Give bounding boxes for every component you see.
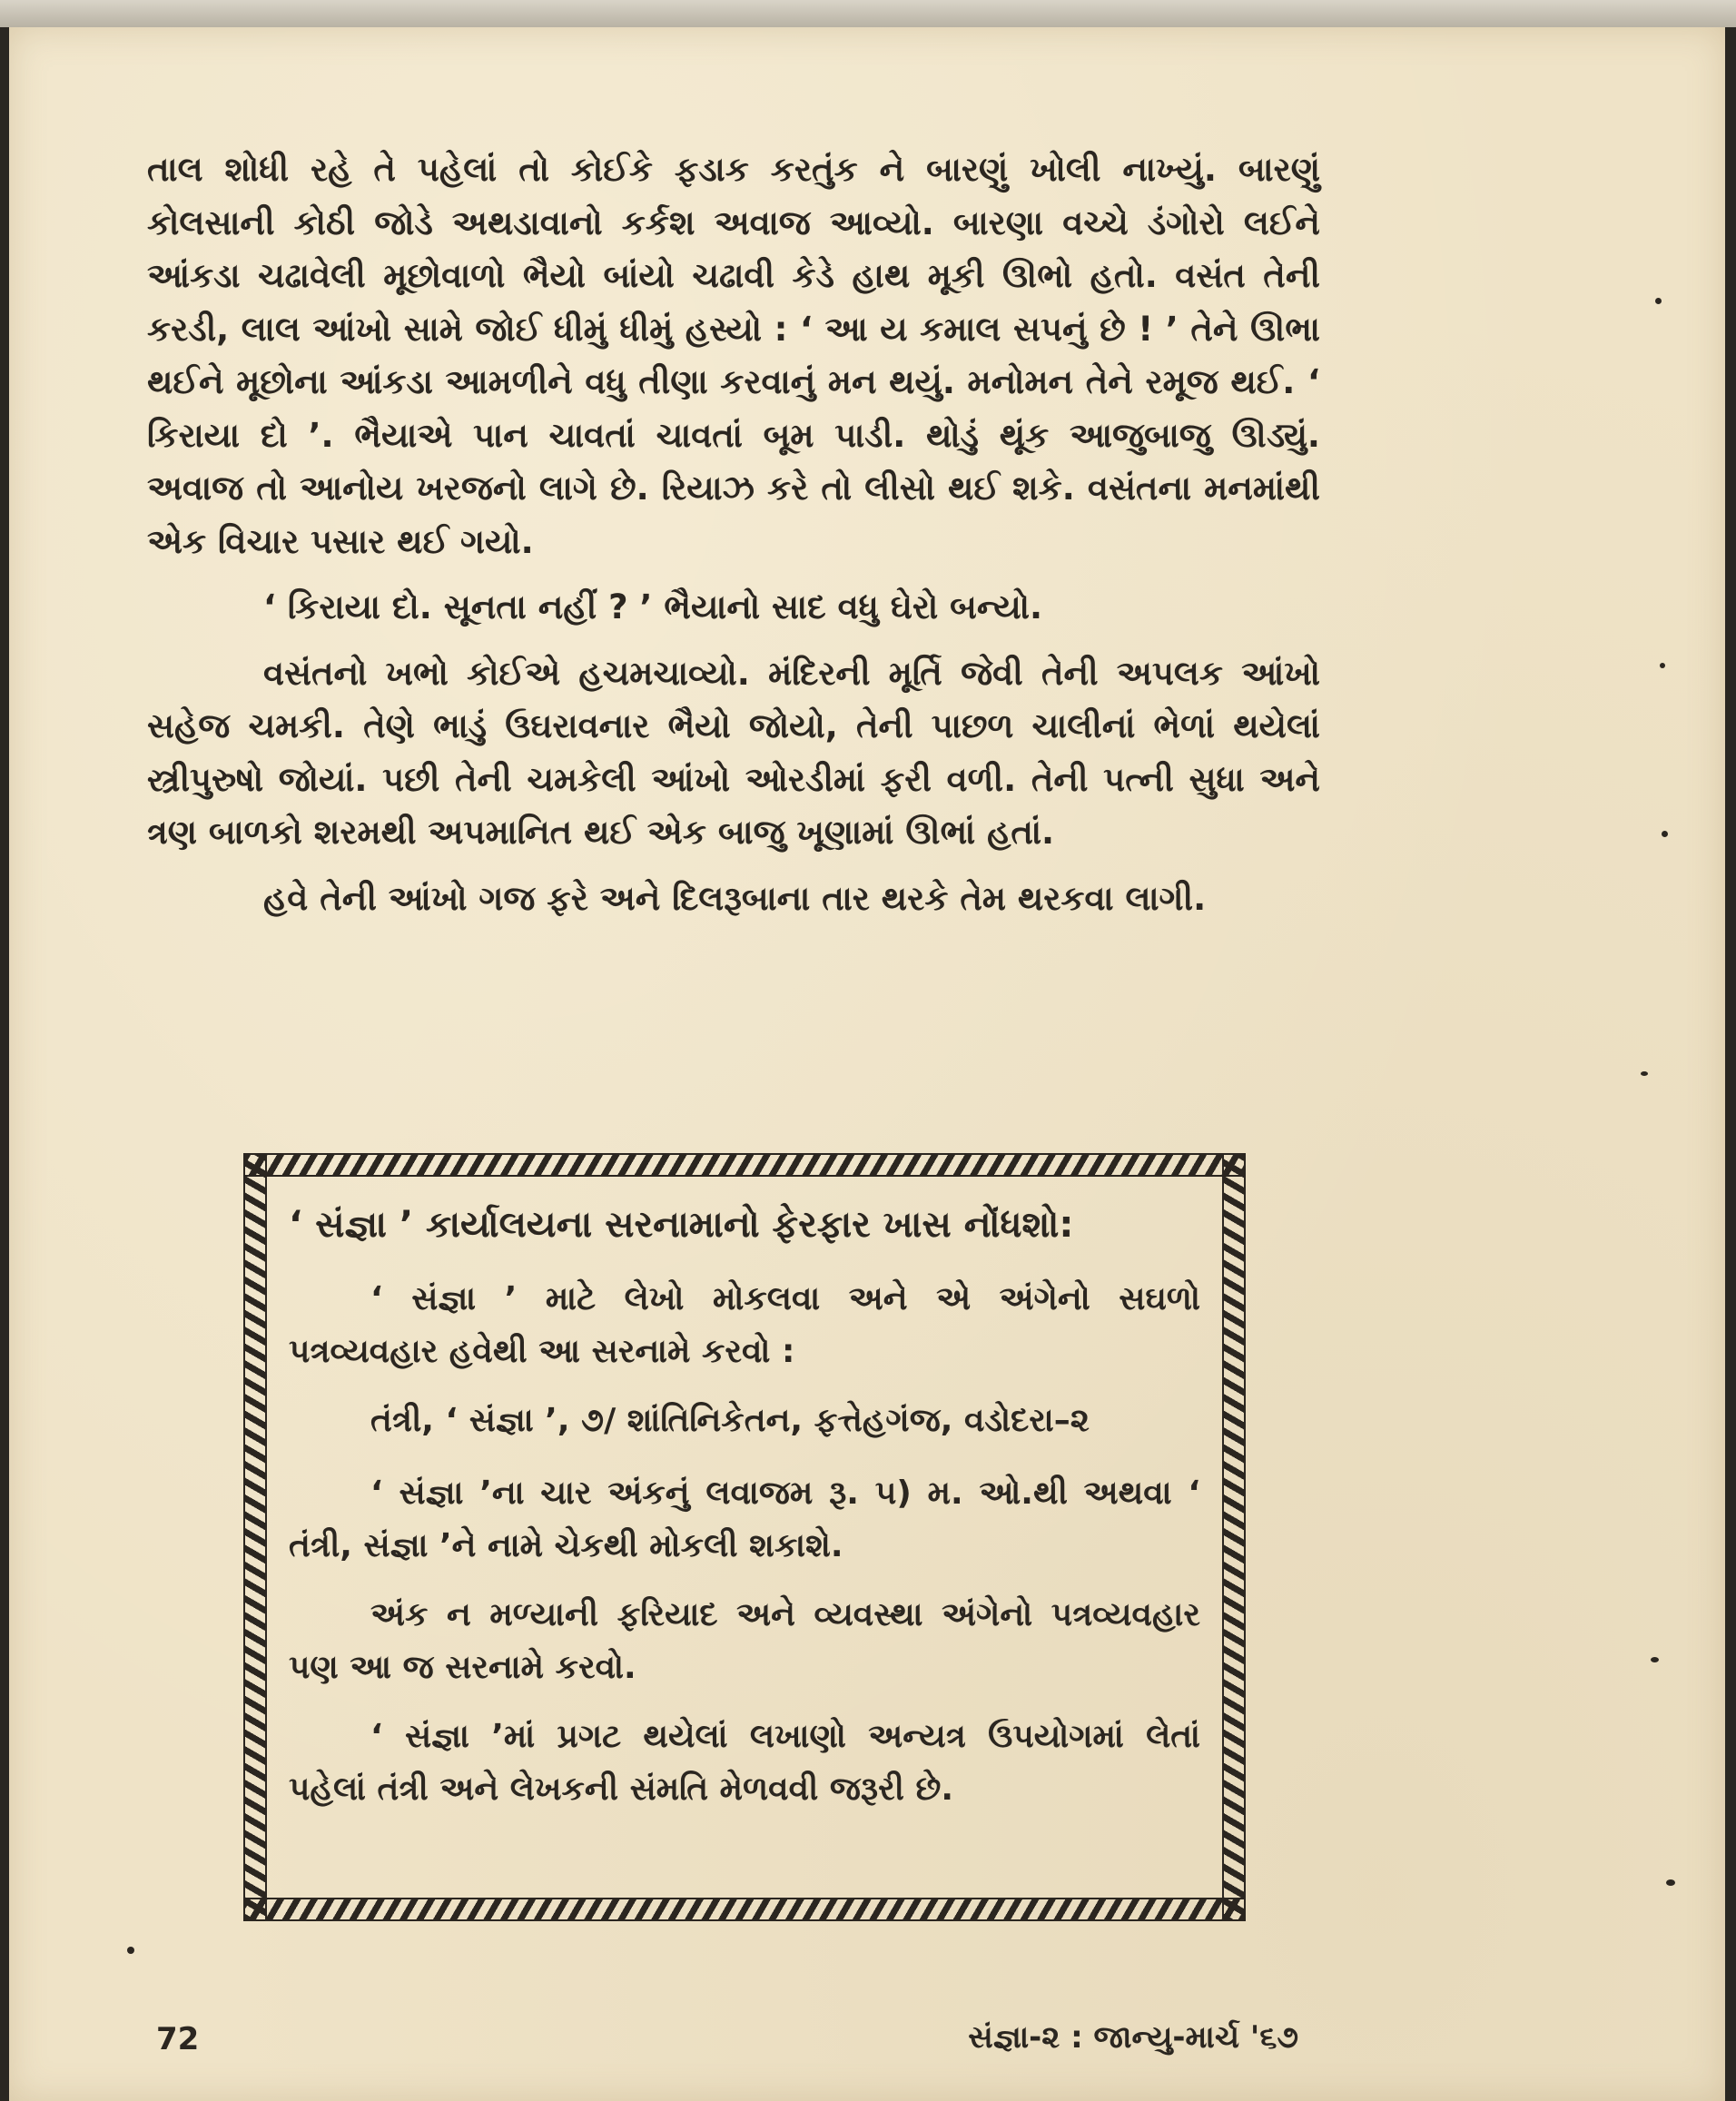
scan-speck: [1660, 663, 1665, 668]
rope-border-top: [243, 1153, 1246, 1177]
notice-title: ‘ સંજ્ઞા ’ કાર્યાલયના સરનામાનો ફેરફાર ખાસ નોંધશો:: [289, 1204, 1074, 1246]
scan-speck: [1666, 1879, 1675, 1886]
notice-line-1: ‘ સંજ્ઞા ’ માટે લેખો મોકલવા અને એ અંગેનો સઘળો પત્રવ્યવહાર હવેથી આ સરનામે કરવો :: [289, 1280, 1200, 1370]
scan-speck: [1641, 1071, 1648, 1076]
scan-top-edge: [0, 0, 1736, 27]
notice-line-4: અંક ન મળ્યાની ફરિયાદ અને વ્યવસ્થા અંગેનો પત્રવ્યવહાર પણ આ જ સરનામે કરવો.: [289, 1596, 1200, 1686]
scan-speck: [1662, 831, 1668, 837]
rope-border-left: [243, 1153, 267, 1921]
issue-footer: સંજ્ઞા-૨ : જાન્યુ-માર્ચ '૬૭: [968, 2019, 1298, 2056]
notice-line-5: ‘ સંજ્ઞા ’માં પ્રગટ થયેલાં લખાણો અન્યત્ર ઉપયોગમાં લેતાં પહેલાં તંત્રી અને લેખકની સંમતિ મેળવવી જરૂરી છે.: [289, 1718, 1200, 1808]
scan-speck: [1651, 1657, 1659, 1662]
scan-speck: [1655, 298, 1662, 304]
paragraph-3: વસંતનો ખભો કોઈએ હચમચાવ્યો. મંદિરની મૂર્તિ જેવી તેની અપલક આંખો સહેજ ચમકી. તેણે ભાડું ઉઘરાવનાર ભૈયો જોયો, તેની પાછળ ચાલીનાં ભેળાં થયેલાં સ્ત્રીપુરુષો જોયાં. પછી તેની ચમકેલી આંખો ઓરડીમાં ફરી વળી. તેની પત્ની સુધા અને ત્રણ બાળકો શરમથી અપમાનિત થઈ એક બાજુ ખૂણામાં ઊભાં હતાં.: [147, 653, 1320, 852]
address-change-notice-box: [243, 1153, 1246, 1921]
paragraph-2: ‘ કિરાયા દો. સૂનતા નહીં ? ’ ભૈયાનો સાદ વધુ ઘેરો બન્યો.: [263, 587, 1043, 626]
scan-speck: [127, 1947, 134, 1954]
notice-content: [289, 1197, 1200, 1832]
rope-border-bottom: [243, 1898, 1246, 1921]
magazine-page: [9, 27, 1725, 2101]
page-number: 72: [156, 2021, 200, 2057]
notice-address: તંત્રી, ‘ સંજ્ઞા ’, ૭/ શાંતિનિકેતન, ફત્તેહગંજ, વડોદરા–૨: [370, 1402, 1090, 1439]
paragraph-1: તાલ શોધી રહે તે પહેલાં તો કોઈકે ફડાક કરતુંક ને બારણું ખોલી નાખ્યું. બારણું કોલસાની કોઠી જોડે અથડાવાનો કર્કશ અવાજ આવ્યો. બારણા વચ્ચે ડંગોરો લઈને આંકડા ચઢાવેલી મૂછોવાળો ભૈયો બાંયો ચઢાવી કેડે હાથ મૂકી ઊભો હતો. વસંત તેની કરડી, લાલ આંખો સામે જોઈ ધીમું ધીમું હસ્યો : ‘ આ ય કમાલ સપનું છે ! ’ તેને ઊભા થઈને મૂછોના આંકડા આમળીને વધુ તીણા કરવાનું મન થયું. મનોમન તેને રમૂજ થઈ. ‘ કિરાયા દો ’. ભૈયાએ પાન ચાવતાં ચાવતાં બૂમ પાડી. થોડું થૂંક આજુબાજુ ઊડ્યું. અવાજ તો આનોય ખરજનો લાગે છે. રિયાઝ કરે તો લીસો થઈ શકે. વસંતના મનમાંથી એક વિચાર પસાર થઈ ગયો.: [147, 150, 1320, 561]
rope-border-right: [1222, 1153, 1246, 1921]
paragraph-4: હવે તેની આંખો ગજ ફરે અને દિલરૂબાના તાર થરકે તેમ થરકવા લાગી.: [263, 878, 1207, 918]
story-text: [147, 143, 1320, 938]
notice-line-3: ‘ સંજ્ઞા ’ના ચાર અંકનું લવાજમ રૂ. ૫) મ. ઓ.થી અથવા ‘ તંત્રી, સંજ્ઞા ’ને નામે ચેકથી મોકલી શકાશે.: [289, 1475, 1200, 1564]
